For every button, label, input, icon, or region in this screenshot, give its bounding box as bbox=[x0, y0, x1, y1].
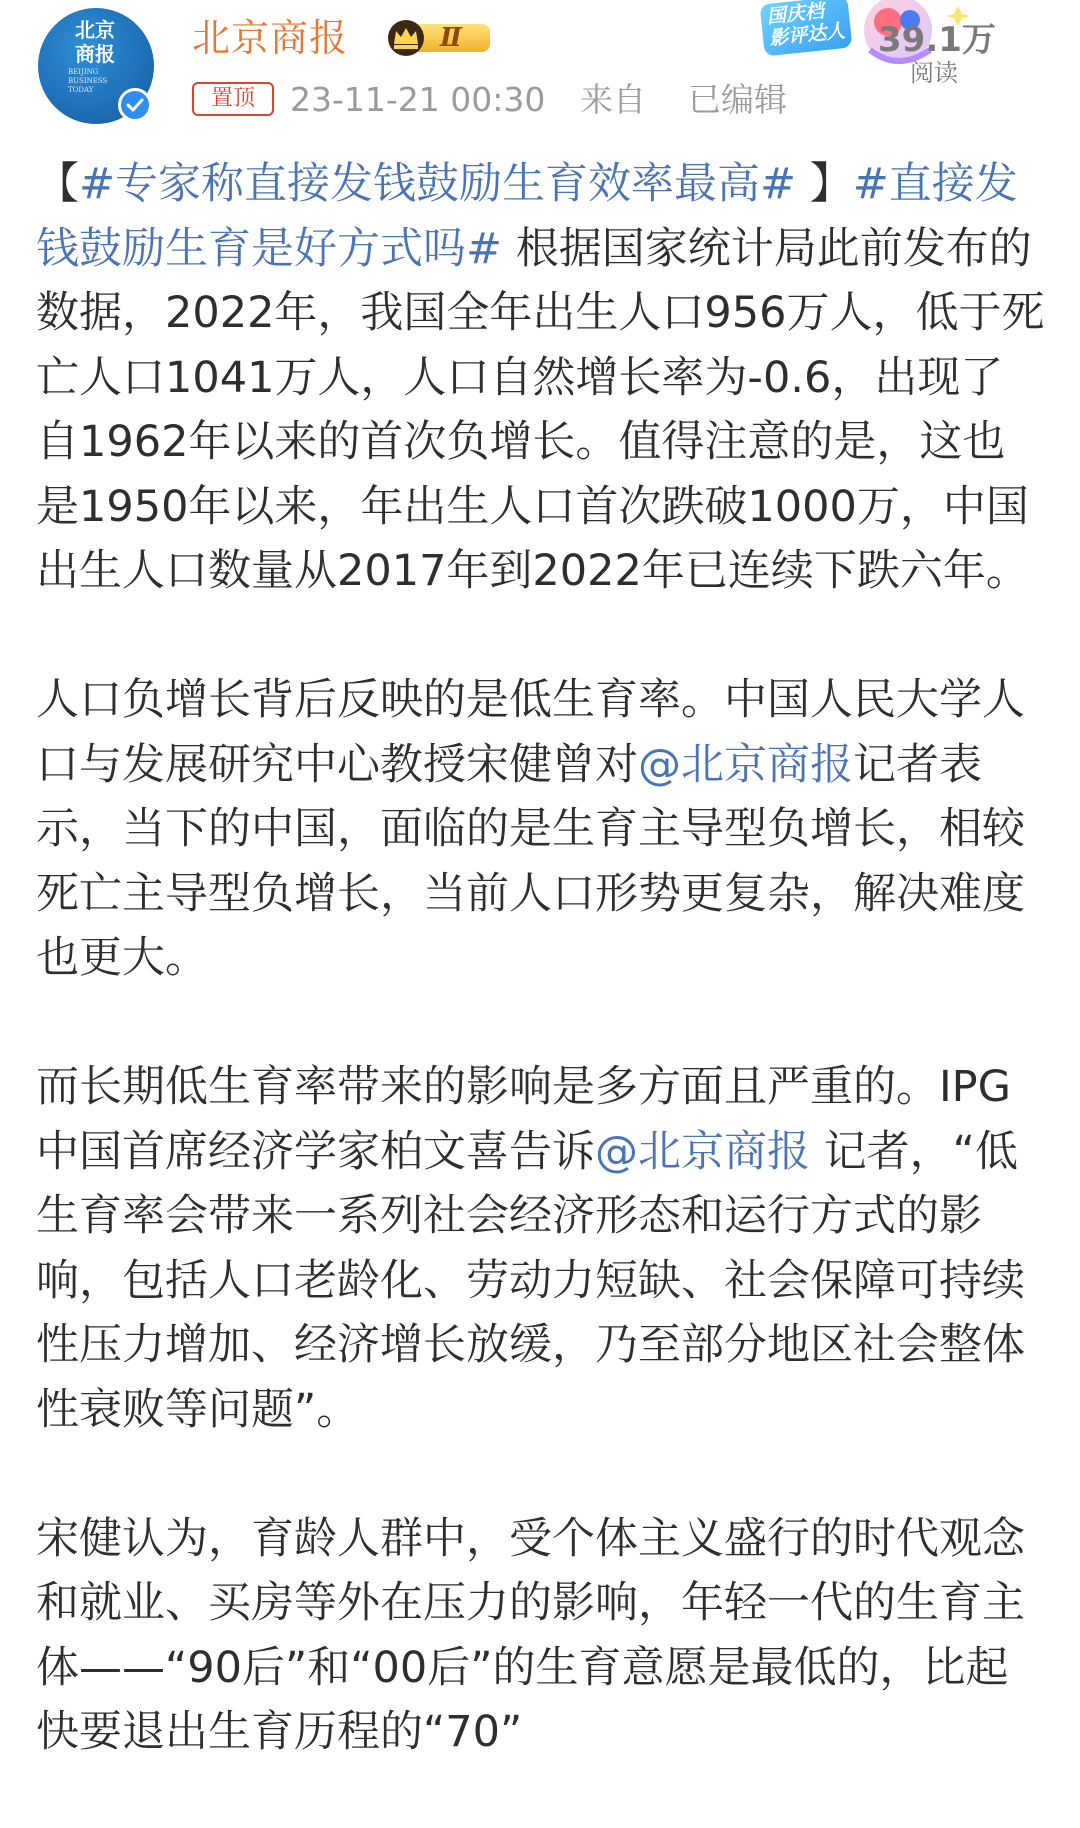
paragraph-text: 而长期低生育率带来的影响是多方面且严重的。IPG中国首席经济学家柏文喜告诉 bbox=[36, 1062, 1011, 1177]
edited-link[interactable]: 已编辑 bbox=[688, 80, 787, 119]
avatar-english-text: BEIJING BUSINESS TODAY bbox=[68, 68, 108, 94]
read-label: 阅读 bbox=[910, 59, 958, 87]
post-timestamp: 23-11-21 00:30 bbox=[290, 80, 546, 119]
post-paragraph-3 bbox=[36, 1055, 1046, 1442]
topic-link-2[interactable]: #直接发钱鼓励生育是好方式吗# bbox=[36, 159, 1018, 274]
post-paragraph-2 bbox=[36, 668, 1046, 991]
paragraph-text: 根据国家统计局此前发布的数据，2022年，我国全年出生人口956万人，低于死亡人口1041万人，人口自然增长率为-0.6，出现了自1962年以来的首次负增长。值得注意的是，这也是1950年以来，年出生人口首次跌破1000万，中国出生人口数量从2017年到2022年已连续下跌六年。 bbox=[36, 223, 1045, 596]
paragraph-spacer bbox=[36, 604, 1046, 669]
paragraph-text: 宋健认为，育龄人群中，受个体主义盛行的时代观念和就业、买房等外在压力的影响，年轻一代的生育主体——“90后”和“00后”的生育意愿是最低的，比起快要退出生育历程的“70” bbox=[36, 1513, 1025, 1757]
paragraph-text: 记者，“低生育率会带来一系列社会经济形态和运行方式的影响，包括人口老龄化、劳动力短缺、社会保障可持续性压力增加、经济增长放缓，乃至部分地区社会整体性衰败等问题”。 bbox=[36, 1126, 1025, 1435]
bracket-open: 【 bbox=[36, 159, 79, 209]
verified-icon bbox=[118, 88, 152, 122]
read-count: 39.1万 bbox=[878, 20, 996, 60]
bracket-close: 】 bbox=[796, 159, 853, 209]
post-body bbox=[36, 152, 1046, 1765]
vip-level-badge[interactable] bbox=[384, 18, 496, 58]
event-badge-text: 国庆档 影评达人 bbox=[765, 0, 847, 50]
pinned-tag: 置顶 bbox=[192, 82, 274, 116]
topic-link-1[interactable]: #专家称直接发钱鼓励生育效率最高# bbox=[79, 159, 797, 209]
paragraph-spacer bbox=[36, 991, 1046, 1056]
post-paragraph-1 bbox=[36, 152, 1046, 604]
post-paragraph-4 bbox=[36, 1507, 1046, 1765]
paragraph-text: 记者表示，当下的中国，面临的是生育主导型负增长，相较死亡主导型负增长，当前人口形势更复杂，解决难度也更大。 bbox=[36, 739, 1025, 983]
avatar-logo-text: 北京 商报 bbox=[75, 18, 115, 66]
paragraph-spacer bbox=[36, 1442, 1046, 1507]
post-header bbox=[0, 0, 1080, 140]
source-label: 来自 bbox=[580, 80, 646, 119]
vip-level-text: Ⅱ bbox=[440, 23, 462, 53]
mention-link[interactable]: @北京商报 bbox=[638, 739, 853, 790]
paragraph-text: 人口负增长背后反映的是低生育率。中国人民大学人口与发展研究中心教授宋健曾对 bbox=[36, 675, 1025, 790]
username-link[interactable]: 北京商报 bbox=[192, 16, 349, 60]
mention-link[interactable]: @北京商报 bbox=[595, 1126, 810, 1177]
